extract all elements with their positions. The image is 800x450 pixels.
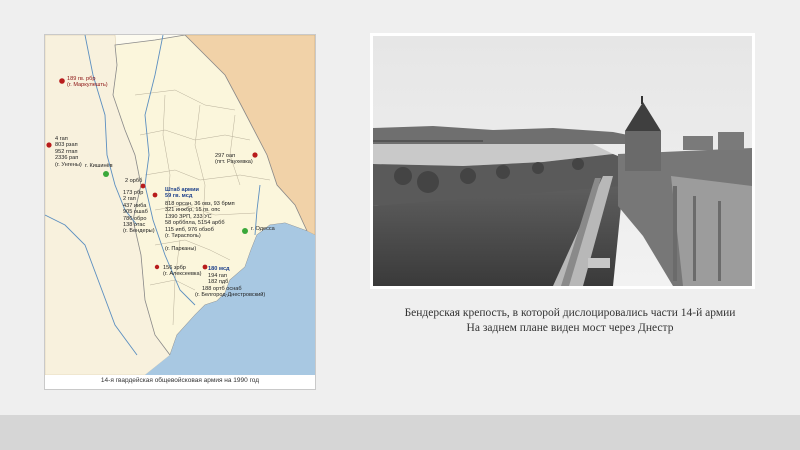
label-kishinev: г. Кишинёв [85,163,113,169]
fortress-photo [370,33,755,289]
label-180-units: 194 гап 182 пдб 188 ортб оснаб (г. Белгород-Днестровский) [195,273,266,299]
label-odessa: г. Одесса [251,226,275,232]
label-left-column: 173 рбр 2 гап 437 ииба 905 ошаб 786 обро 138 отас (г. Бендеры) [123,190,155,235]
marker-markuleshti [59,78,65,84]
label-180-msd: 180 мсд [208,266,230,272]
caption-line-1: Бендерская крепость, в которой дислоцировались части 14-й армии [404,307,736,319]
army-map [44,34,316,390]
label-hq-title: Штаб армии 59 гв. мсд [165,187,199,200]
marker-odessa [242,228,248,234]
caption-line-2: На заднем плане виден мост через Днестр [466,322,674,334]
label-hq-units: 818 орсан, 36 овз, 93 брмп 321 инжбр, 15 гв. опс 1390 ЗРП, 233 УС 58 орббпла, 5154 арбб 115 ипб, 976 обзоб (г. Тирасполь) [165,201,235,240]
label-297: 297 оап (пгт. Раухевка) [215,153,253,166]
marker-ungheni [46,142,51,147]
label-parkany: (г. Парканы) [165,246,197,252]
label-ungheni: 4 гап 803 рзап 952 птап 2336 рап (г. Унгены) [55,136,82,168]
marker-kishinev [103,171,109,177]
map-caption: 14-я гвардейская общевойсковая армия на 1990 год [100,377,260,384]
marker-belgorod [203,265,208,270]
label-189: 189 гв. рбр (г. Маркулешть) [67,76,108,89]
fortress-photo-image [373,36,752,286]
marker-alekseevka [155,265,159,269]
marker-raukhovka [252,152,257,157]
label-bendery-top: 2 орбб [125,178,143,184]
photo-caption [370,306,770,336]
slide-bottom-band [0,415,800,450]
label-alekseevka: 156 зрбр (г. Алексеевка) [163,265,202,278]
